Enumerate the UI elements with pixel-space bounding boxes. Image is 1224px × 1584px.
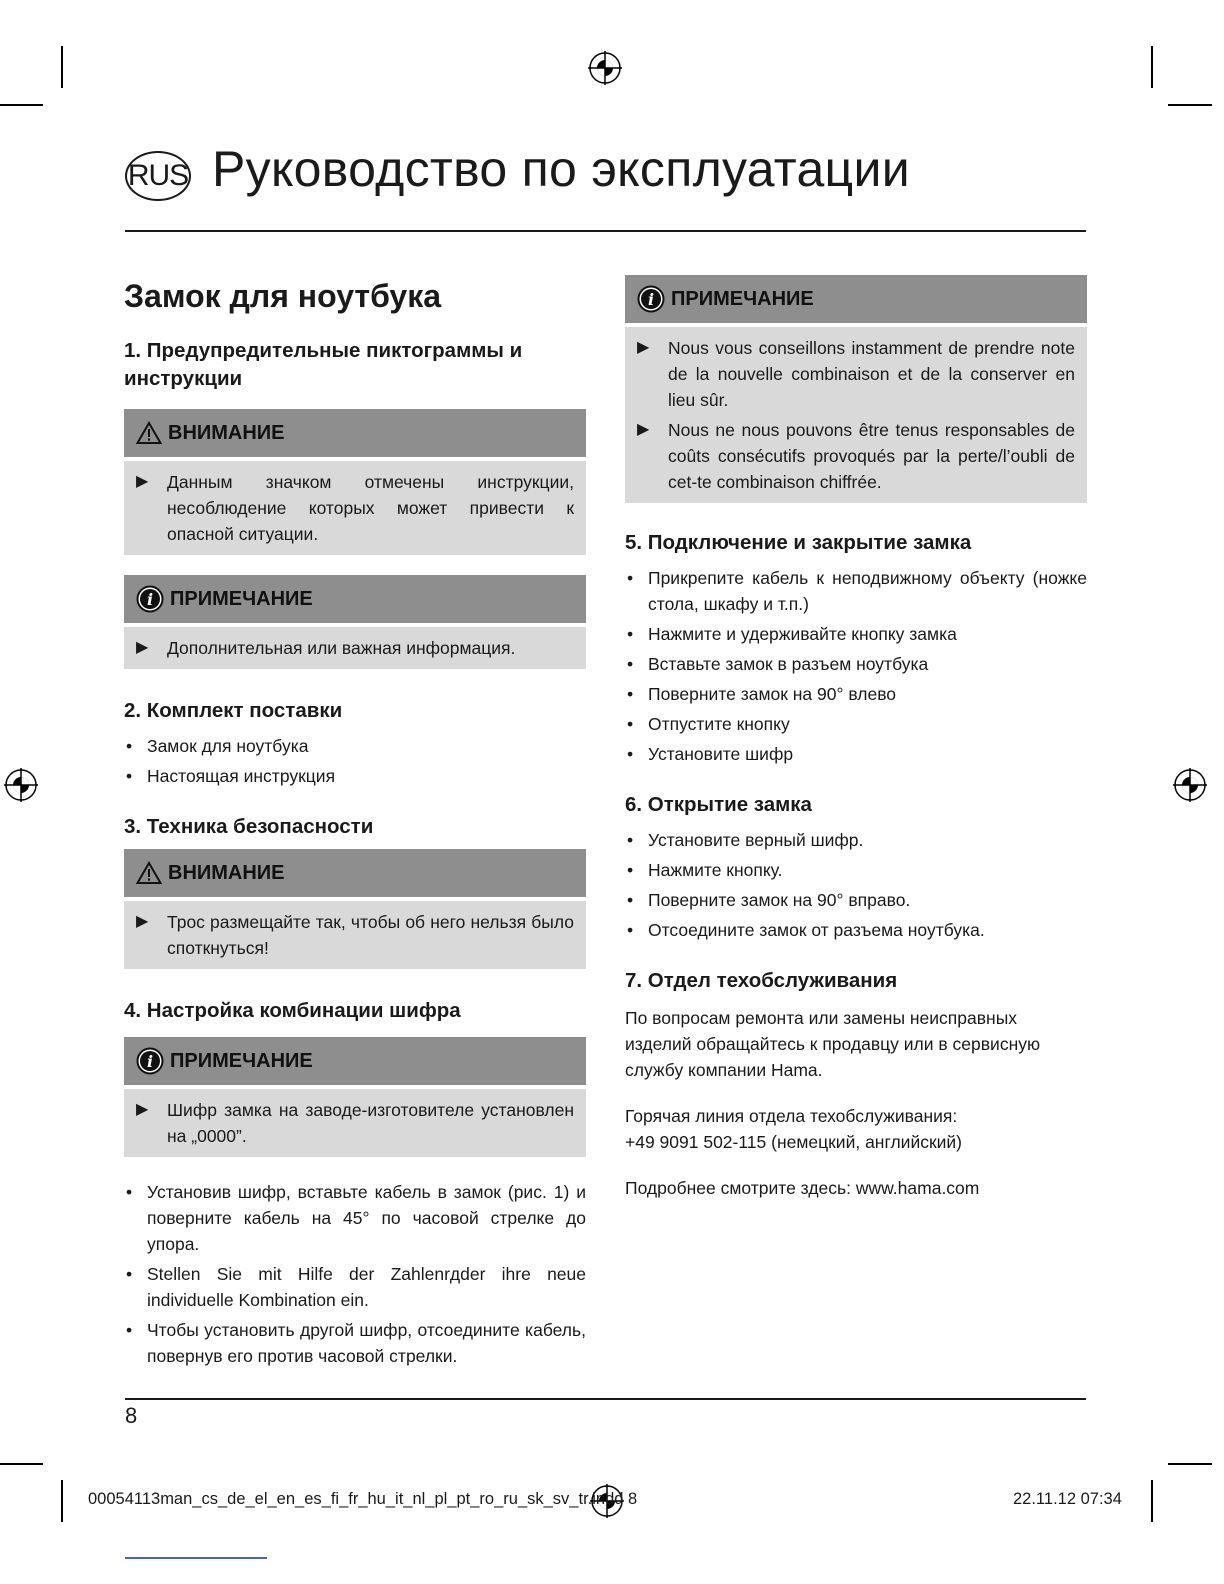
warning-box-item (136, 469, 574, 547)
info-circle-icon (136, 1047, 164, 1075)
crop-mark (1168, 104, 1212, 106)
svg-text:i: i (146, 590, 154, 609)
arrow-right-icon: ▶ (637, 421, 650, 438)
registration-mark-icon (588, 51, 622, 85)
arrow-right-icon: ▶ (136, 639, 149, 656)
note-box-text: Шифр замка на заводе-изготовителе установлен на „0000”. (167, 1100, 574, 1146)
list-item: • Установите шифр (627, 744, 794, 764)
note-box-body (124, 627, 586, 669)
note-box-title: ПРИМЕЧАНИЕ (170, 587, 313, 610)
note-box (625, 275, 1087, 503)
crop-mark (1168, 1463, 1212, 1465)
page-number: 8 (125, 1403, 138, 1428)
arrow-right-icon: ▶ (136, 913, 149, 930)
heading-open-lock: 6. Открытие замка (625, 793, 812, 816)
hotline (625, 1103, 1087, 1155)
language-badge (125, 151, 191, 201)
connect-steps-list (625, 565, 1087, 767)
list-item: • Stellen Sie mit Hilfe der Zahlenrдder ihre neue individuelle Kombination ein. (126, 1264, 586, 1310)
warning-box-item (136, 909, 574, 961)
page-title: Руководство по эксплуатации (212, 141, 910, 197)
note-box-body (625, 327, 1087, 503)
hotline-number: +49 9091 502-115 (немецкий, английский) (625, 1132, 963, 1152)
warning-box-text: Данным значком отмечены инструкции, несоблюдение которых может привести к опасной ситуации. (167, 472, 574, 544)
note-box-title: ПРИМЕЧАНИЕ (170, 1049, 313, 1072)
heading-warning-symbols: 1. Предупредительные пиктограммы и инструкции (124, 339, 523, 390)
footer-rule (125, 1398, 1086, 1400)
list-item: • Нажмите кнопку. (627, 860, 783, 880)
warning-box (124, 849, 586, 969)
crop-mark (61, 1480, 63, 1522)
svg-text:i: i (146, 1052, 154, 1071)
list-item: • Установите верный шифр. (627, 830, 864, 850)
note-box-item (637, 335, 1075, 413)
list-item: • Установив шифр, вставьте кабель в замок (рис. 1) и поверните кабель на 45° по часовой стрелке до упора. (126, 1182, 586, 1254)
warning-box-title: ВНИМАНИЕ (168, 861, 285, 884)
note-box-item (136, 1097, 574, 1149)
note-box-body (124, 1089, 586, 1157)
list-item: • Вставьте замок в разъем ноутбука (627, 654, 929, 674)
list-item: • Чтобы установить другой шифр, отсоедините кабель, повернув его против часовой стрелки. (126, 1320, 586, 1366)
registration-mark-icon (4, 768, 38, 802)
list-item: • Настоящая инструкция (126, 766, 336, 786)
note-box (124, 1037, 586, 1157)
list-item: • Нажмите и удерживайте кнопку замка (627, 624, 957, 644)
note-box-text: Дополнительная или важная информация. (167, 638, 516, 658)
more-info-link: Подробнее смотрите здесь: www.hama.com (625, 1178, 980, 1198)
info-circle-icon (637, 285, 665, 313)
warning-box (124, 409, 586, 555)
package-contents-list (124, 733, 586, 789)
heading-combination-setup: 4. Настройка комбинации шифра (124, 999, 461, 1022)
arrow-right-icon: ▶ (637, 339, 650, 356)
heading-package-contents: 2. Комплект поставки (124, 699, 343, 722)
right-column (625, 275, 1087, 1221)
crop-mark (1151, 46, 1153, 88)
warning-box-body (124, 901, 586, 969)
list-item: • Поверните замок на 90° влево (627, 684, 897, 704)
open-steps-list (625, 827, 1087, 943)
combination-steps-list (124, 1179, 586, 1369)
crop-mark (0, 1463, 43, 1465)
note-box-header (124, 575, 586, 623)
header-rule (125, 230, 1086, 232)
hotline-label: Горячая линия отдела техобслуживания: (625, 1106, 958, 1126)
list-item: • Отсоедините замок от разъема ноутбука. (627, 920, 985, 940)
note-box-text: Nous ne nous pouvons être tenus responsables de coûts consécutifs provoqués par la perte/l’oubli de cet-te combinaison chiffrée. (668, 420, 1075, 492)
note-box-title: ПРИМЕЧАНИЕ (671, 287, 814, 310)
svg-text:i: i (647, 290, 655, 309)
registration-mark-icon (1173, 768, 1207, 802)
arrow-right-icon: ▶ (136, 1101, 149, 1118)
list-item: • Замок для ноутбука (126, 736, 309, 756)
arrow-right-icon: ▶ (136, 473, 149, 490)
crop-mark (61, 46, 63, 88)
bottom-underline (125, 1557, 267, 1559)
warning-box-title: ВНИМАНИЕ (168, 421, 285, 444)
list-item: • Отпустите кнопку (627, 714, 790, 734)
heading-connect-lock: 5. Подключение и закрытие замка (625, 531, 972, 554)
list-item: • Поверните замок на 90° вправо. (627, 890, 911, 910)
heading-service: 7. Отдел техобслуживания (625, 969, 898, 992)
left-column (124, 270, 586, 1387)
note-box-item (637, 417, 1075, 495)
warning-box-text: Трос размещайте так, чтобы об него нельзя было споткнуться! (167, 912, 574, 958)
note-box-header (124, 1037, 586, 1085)
note-box-text: Nous vous conseillons instamment de prendre note de la nouvelle combinaison et de la conserver en lieu sûr. (668, 338, 1075, 410)
print-slug-date: 22.11.12 07:34 (1013, 1490, 1122, 1508)
warning-box-body (124, 461, 586, 555)
language-badge-label: RUS (127, 159, 189, 192)
note-box-header (625, 275, 1087, 323)
service-text: По вопросам ремонта или замены неисправных изделий обращайтесь к продавцу или в сервисную службу компании Hama. (625, 1008, 1041, 1080)
note-box (124, 575, 586, 669)
heading-safety: 3. Техника безопасности (124, 815, 374, 838)
warning-triangle-icon (136, 421, 162, 445)
crop-mark (1151, 1480, 1153, 1522)
note-box-item (136, 635, 574, 661)
print-slug-filename: 00054113man_cs_de_el_en_es_fi_fr_hu_it_nl_pl_pt_ro_ru_sk_sv_tr.indd 8 (88, 1490, 638, 1508)
list-item: • Прикрепите кабель к неподвижному объекту (ножке стола, шкафу и т.п.) (627, 568, 1087, 614)
section-title: Замок для ноутбука (124, 278, 442, 314)
warning-box-header (124, 849, 586, 897)
warning-box-header (124, 409, 586, 457)
crop-mark (0, 104, 43, 106)
info-circle-icon (136, 585, 164, 613)
warning-triangle-icon (136, 861, 162, 885)
